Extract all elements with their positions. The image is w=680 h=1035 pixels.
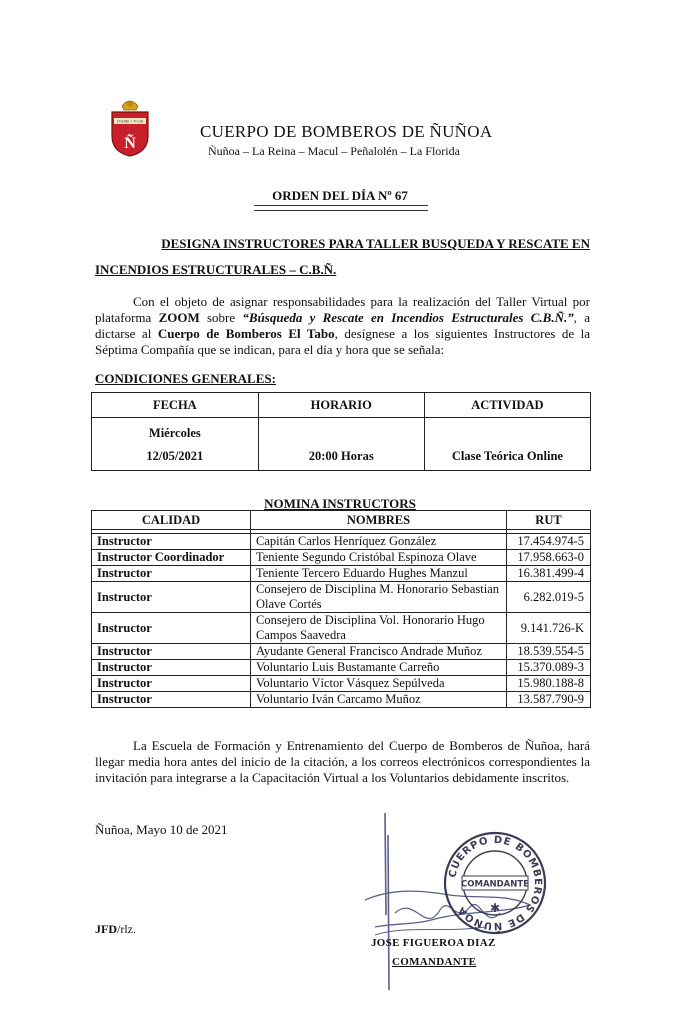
intro-text-2: sobre (199, 310, 243, 325)
initials-rest: /rlz. (117, 922, 136, 936)
subject-line-2: INCENDIOS ESTRUCTURALES – C.B.Ñ. (95, 262, 337, 277)
signatory-title: COMANDANTE (392, 956, 477, 968)
conditions-header-actividad: ACTIVIDAD (424, 393, 590, 418)
intro-bold-platform: ZOOM (158, 310, 200, 325)
conditions-table (91, 392, 591, 471)
conditions-header-fecha: FECHA (92, 393, 259, 418)
organization-communes: Ñuñoa – La Reina – Macul – Peñalolén – La Florida (208, 144, 460, 158)
instructor-rut: 17.958.663-0 (507, 550, 591, 566)
intro-text-4: , desígnese a los siguientes Instructores de la Séptima Compañía que se indican, para el día y hora que se señala: (95, 326, 590, 357)
instructor-calidad: Instructor (92, 613, 251, 644)
instructor-row (92, 550, 591, 566)
instructor-nombre: Capitán Carlos Henríquez González (251, 534, 507, 550)
conditions-header-horario: HORARIO (258, 393, 424, 418)
instructor-rut: 16.381.499-4 (507, 566, 591, 582)
title-double-rule (254, 205, 428, 211)
crest-letter: Ñ (124, 135, 136, 152)
intro-bold-department: Cuerpo de Bomberos El Tabo (157, 326, 335, 341)
instructors-header-nombres: NOMBRES (251, 511, 507, 530)
intro-paragraph (95, 294, 590, 358)
intro-text-3: , a dictarse al (95, 310, 590, 341)
instructor-calidad: Instructor (92, 660, 251, 676)
instructor-row (92, 692, 591, 708)
instructor-nombre: Ayudante General Francisco Andrade Muñoz (251, 644, 507, 660)
instructor-rut: 15.980.188-8 (507, 676, 591, 692)
conditions-horario-cell: 20:00 Horas (258, 418, 424, 471)
instructor-rut: 18.539.554-5 (507, 644, 591, 660)
seal-star-icon: ✱ (489, 901, 501, 915)
instructor-calidad: Instructor (92, 676, 251, 692)
commander-seal-stamp (440, 828, 550, 938)
instructor-rut: 17.454.974-5 (507, 534, 591, 550)
initials-bold: JFD (95, 922, 117, 936)
instructor-row (92, 566, 591, 582)
instructor-calidad: Instructor (92, 582, 251, 613)
intro-bold-workshop: “Búsqueda y Rescate en Incendios Estructurales C.B.Ñ.” (242, 310, 574, 325)
instructor-row (92, 644, 591, 660)
fecha-date: 12/05/2021 (146, 449, 204, 463)
instructor-calidad: Instructor (92, 566, 251, 582)
instructor-nombre: Teniente Tercero Eduardo Hughes Manzul (251, 566, 507, 582)
instructor-calidad: Instructor (92, 534, 251, 550)
instructor-nombre: Voluntario Luis Bustamante Carreño (251, 660, 507, 676)
subject-line-1: DESIGNA INSTRUCTORES PARA TALLER BUSQUEDA Y RESCATE EN (161, 236, 590, 251)
conditions-heading: CONDICIONES GENERALES: (95, 371, 276, 386)
instructor-nombre: Teniente Segundo Cristóbal Espinoza Olave (251, 550, 507, 566)
instructor-row (92, 534, 591, 550)
order-subject (95, 231, 590, 283)
fire-department-crest-logo (108, 96, 152, 158)
instructor-calidad: Instructor (92, 644, 251, 660)
seal-ring-text: CUERPO DE BOMBEROS DE ÑUÑOA (447, 834, 544, 932)
order-title: ORDEN DEL DÍA Nº 67 (272, 188, 408, 203)
date-line: Ñuñoa, Mayo 10 de 2021 (95, 822, 228, 837)
instructors-heading: NOMINA INSTRUCTORS (264, 496, 416, 511)
instructor-nombre: Voluntario Víctor Vásquez Sepúlveda (251, 676, 507, 692)
initials (95, 922, 136, 937)
closing-paragraph: La Escuela de Formación y Entrenamiento del Cuerpo de Bomberos de Ñuñoa, hará llegar media hora antes del inicio de la citación, a los correos electrónicos correspondientes la invitación para integrarse a la Capacitación Virtual a los Voluntarios debidamente inscritos. (95, 738, 590, 785)
instructor-rut: 9.141.726-K (507, 613, 591, 644)
crest-band-text: COLINA • 7ª CIA (117, 119, 143, 124)
instructor-nombre: Voluntario Iván Carcamo Muñoz (251, 692, 507, 708)
fecha-day: Miércoles (148, 426, 201, 440)
instructors-table (91, 510, 591, 708)
conditions-row (92, 418, 591, 471)
instructor-row (92, 676, 591, 692)
instructor-row (92, 582, 591, 613)
instructors-header-calidad: CALIDAD (92, 511, 251, 530)
instructor-rut: 15.370.089-3 (507, 660, 591, 676)
signatory-name: JOSE FIGUEROA DIAZ (371, 937, 496, 949)
organization-name: CUERPO DE BOMBEROS DE ÑUÑOA (200, 122, 493, 141)
instructor-row (92, 613, 591, 644)
instructor-calidad: Instructor (92, 692, 251, 708)
conditions-actividad-cell: Clase Teórica Online (424, 418, 590, 471)
intro-text-1: Con el objeto de asignar responsabilidades para la realización del Taller Virtual por plataforma (95, 294, 590, 325)
instructor-nombre: Consejero de Disciplina Vol. Honorario Hugo Campos Saavedra (251, 613, 507, 644)
instructors-header-rut: RUT (507, 511, 591, 530)
instructor-rut: 13.587.790-9 (507, 692, 591, 708)
instructor-calidad: Instructor Coordinador (92, 550, 251, 566)
instructor-rut: 6.282.019-5 (507, 582, 591, 613)
seal-center-text: COMANDANTE (461, 879, 529, 890)
instructor-row (92, 660, 591, 676)
conditions-fecha-cell (92, 418, 259, 471)
instructor-nombre: Consejero de Disciplina M. Honorario Sebastian Olave Cortés (251, 582, 507, 613)
